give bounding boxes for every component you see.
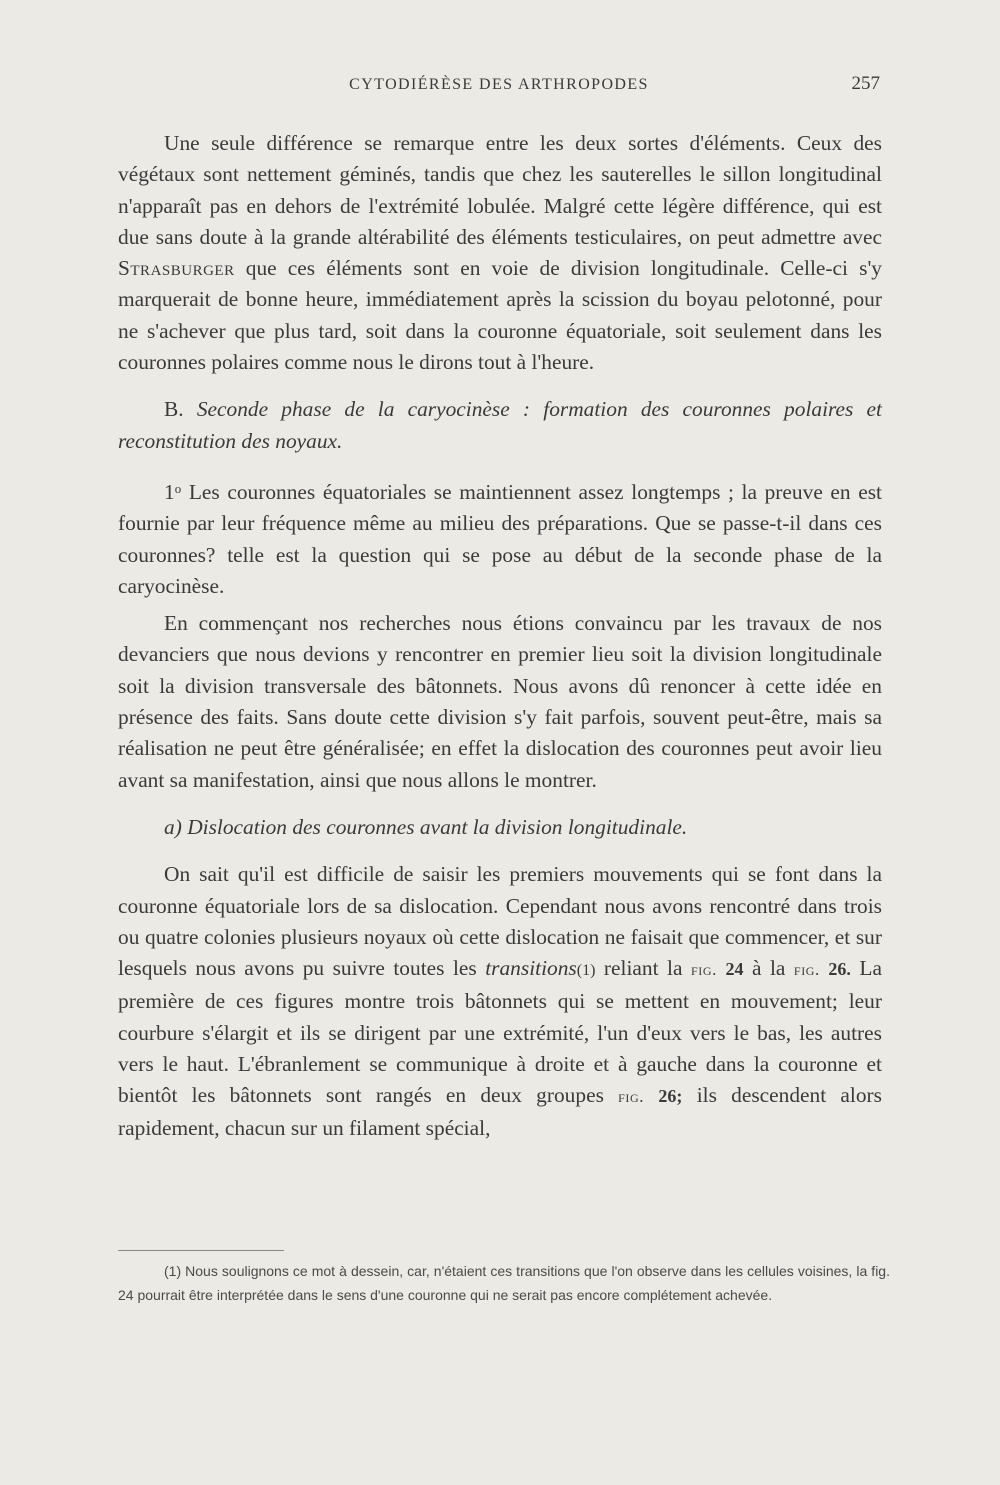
item-number: 1: [164, 479, 175, 504]
para4-text-e: ils descendent alors rapidement, chacun sur un filament spécial,: [118, 1083, 883, 1140]
body-text: [118, 128, 882, 1144]
footnote-rule: [118, 1250, 284, 1251]
fig-number: 26.: [828, 959, 851, 980]
section-title: Seconde phase de la caryocinèse : formation des couronnes polaires et reconstitution des noyaux.: [118, 397, 882, 453]
footnote: (1) Nous soulignons ce mot à dessein, car, n'étaient ces transitions que l'on observe dans les cellules voisines, la fig. 24 pourrait être interprétée dans le sens d'une couronne qui ne serait pas encore complétement achevée.: [118, 1263, 890, 1303]
para4-text-c: à la: [751, 956, 786, 981]
para2-text: Les couronnes équatoriales se maintiennent assez longtemps ; la preuve en est fournie par leur fréquence même au milieu des préparations. Que se passe-t-il dans ces couronnes? telle est la question qui se pose au début de la seconde phase de la caryocinèse.: [118, 479, 882, 598]
ordinal-sup: o: [174, 480, 182, 496]
subheading-label: a): [164, 814, 182, 839]
fig-label: fig.: [690, 960, 717, 980]
footnote-ref: (1): [576, 962, 596, 980]
subheading-title: Dislocation des couronnes avant la division longitudinale.: [187, 814, 688, 839]
para1-text-b: que ces éléments sont en voie de division longitudinale. Celle-ci s'y marquerait de bonne heure, immédiatement après la scission du boyau pelotonné, pour ne s'achever que plus tard, soit dans la couronne équatoriale, soit seulement dans les couronnes polaires comme nous le dirons tout à l'heure.: [118, 256, 882, 375]
section-heading-b: [118, 394, 882, 457]
page-header: [118, 73, 880, 102]
paragraph-2: [118, 473, 882, 602]
fig-number: 24: [725, 959, 744, 980]
paragraph-1: [118, 128, 882, 378]
section-label: B.: [164, 397, 184, 422]
fig-number: 26;: [658, 1086, 683, 1107]
emphasis-word: transitions: [485, 956, 577, 981]
paragraph-3: En commençant nos recherches nous étions convaincu par les travaux de nos devanciers que nous devions y rencontrer en premier lieu soit la division longitudinale soit la division transversale des bâtonnets. Nous avons dû renoncer à cette idée en présence des faits. Sans doute cette division s'y fait parfois, souvent peut-être, mais sa réalisation ne peut être généralisée; en effet la dislocation des couronnes peut avoir lieu avant sa manifestation, ainsi que nous allons le montrer.: [118, 611, 882, 792]
subheading-a: [118, 812, 882, 843]
running-title: CYTODIÉRÈSE DES ARTHROPODES: [349, 76, 649, 93]
para4-text-d: La première de ces figures montre trois bâtonnets qui se mettent en mouvement; leur courbure s'élargit et ils se dirigent par une extrémité, l'un d'eux vers le bas, les autres vers le haut. L'ébranlement se communique à droite et à gauche dans la couronne et bientôt les bâtonnets sont rangés en deux groupes: [118, 956, 882, 1108]
para4-text-b: reliant la: [603, 956, 683, 981]
para4-text-a: On sait qu'il est difficile de saisir les premiers mouvements qui se font dans la couronne équatoriale lors de sa dislocation. Cependant nous avons rencontré dans trois ou quatre colonies plusieurs noyaux où cette dislocation ne faisait que commencer, et sur lesquels nous avons pu suivre toutes les: [118, 862, 882, 981]
para1-text-a: Une seule différence se remarque entre les deux sortes d'éléments. Ceux des végétaux sont nettement géminés, tandis que chez les sauterelles le sillon longitudinal n'apparaît pas en dehors de l'extrémité lobulée. Malgré cette légère différence, qui est due sans doute à la grande altérabilité des éléments testiculaires, on peut admettre avec: [118, 131, 882, 249]
author-name: Strasburger: [118, 256, 235, 281]
fig-label: fig.: [793, 960, 820, 980]
page-number: 257: [851, 73, 880, 94]
paragraph-4: [118, 859, 882, 1144]
fig-label: fig.: [618, 1087, 645, 1107]
